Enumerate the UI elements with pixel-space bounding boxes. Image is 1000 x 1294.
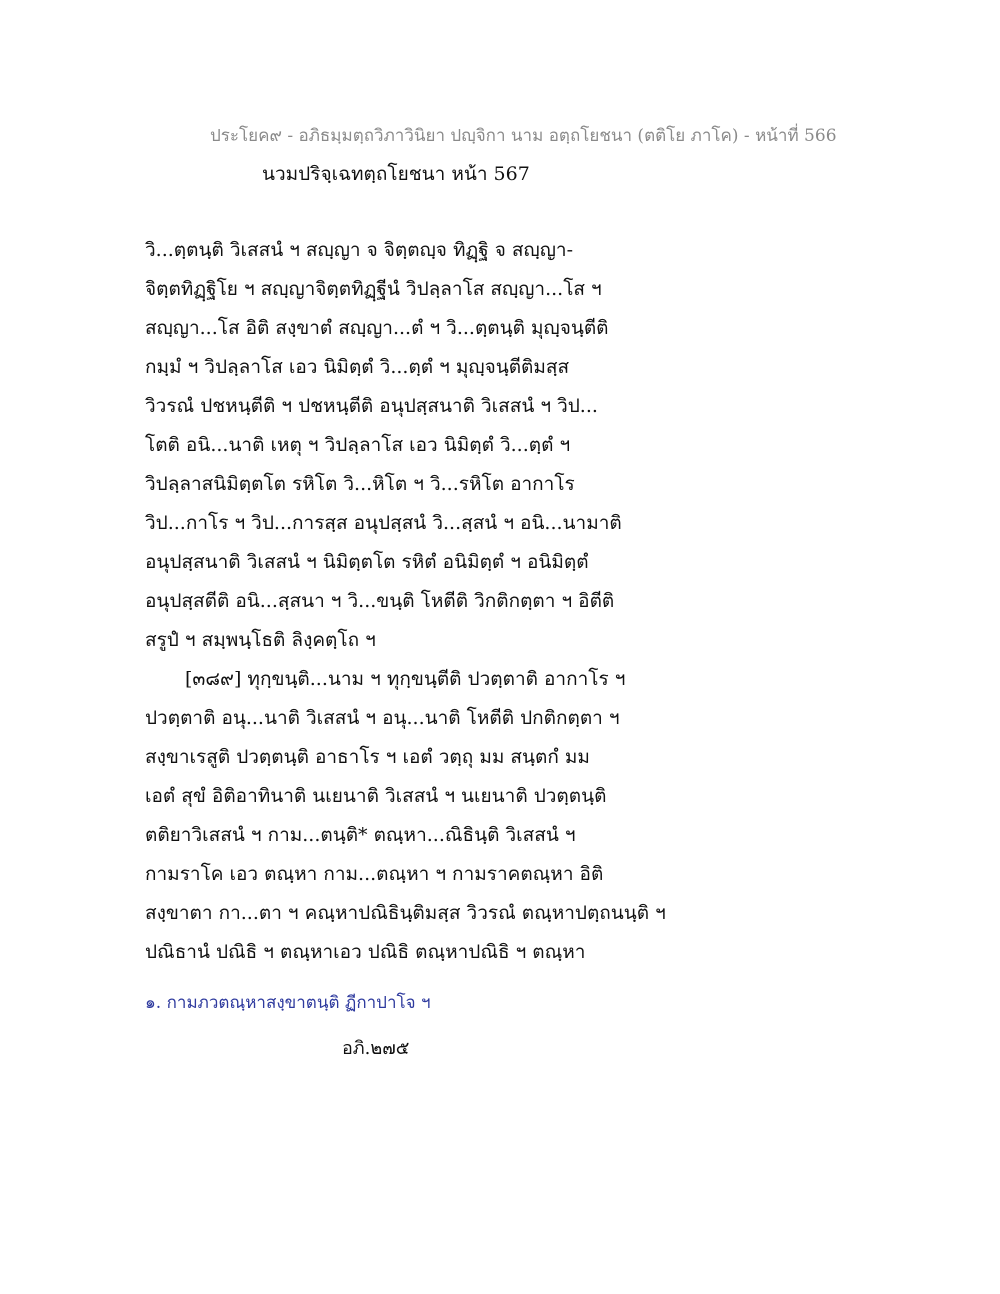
footnote: ๑. กามภวตณฺหาสงฺขาตนฺติ ฏีกาปาโจ ฯ xyxy=(145,993,431,1013)
text-line: กมฺมํ ฯ วิปลฺลาโส เอว นิมิตฺตํ วิ...ตฺตํ ฯ มุญฺจนฺตีติมสฺส xyxy=(145,356,570,378)
text-line: สงฺขาเรสูติ ปวตฺตนฺติ อาธาโร ฯ เอตํ วตฺถุ มม สนฺตกํ มม xyxy=(145,746,590,768)
text-line: วิวรณํ ปชหนฺตีติ ฯ ปชหนฺตีติ อนุปสฺสนาติ วิเสสนํ ฯ วิป... xyxy=(145,395,598,417)
paragraph-start-line: [๓๘๙] ทุกฺขนฺติ...นาม ฯ ทุกฺขนฺตีติ ปวตฺตาติ อากาโร ฯ xyxy=(185,668,626,690)
text-line: อนุปสฺสนาติ วิเสสนํ ฯ นิมิตฺตโต รหิตํ อนิมิตฺตํ ฯ อนิมิตฺตํ xyxy=(145,551,589,573)
text-line: โตติ อนิ...นาติ เหตุ ฯ วิปลฺลาโส เอว นิมิตฺตํ วิ...ตฺตํ ฯ xyxy=(145,434,571,456)
section-heading: นวมปริจฺเฉทตฺถโยชนา หน้า 567 xyxy=(262,163,530,185)
text-line: เอตํ สุขํ อิติอาทินาติ นเยนาติ วิเสสนํ ฯ นเยนาติ ปวตฺตนฺติ xyxy=(145,785,607,807)
text-line: วิ...ตฺตนฺติ วิเสสนํ ฯ สญฺญา จ จิตฺตญฺจ ทิฏฺฐิ จ สญฺญา- xyxy=(145,239,573,261)
page-reference: อภิ.๒๗๕ xyxy=(342,1038,410,1059)
text-line: ปวตฺตาติ อนุ...นาติ วิเสสนํ ฯ อนุ...นาติ โหตีติ ปกติกตฺตา ฯ xyxy=(145,707,620,729)
text-line: สญฺญา...โส อิติ สงฺขาตํ สญฺญา...ตํ ฯ วิ...ตฺตนฺติ มุญฺจนฺตีติ xyxy=(145,317,609,339)
body-text xyxy=(145,231,705,972)
text-line: สรูปํ ฯ สมฺพนฺโธติ ลิงฺคตฺโถ ฯ xyxy=(145,629,376,651)
text-line: จิตฺตทิฏฺฐิโย ฯ สญฺญาจิตฺตทิฏฺฐีนํ วิปลฺลาโส สญฺญา...โส ฯ xyxy=(145,278,602,300)
text-line: ตติยาวิเสสนํ ฯ กาม...ตนฺติ* ตณฺหา...ณิธินฺติ วิเสสนํ ฯ xyxy=(145,824,576,846)
text-line: ปณิธานํ ปณิธิ ฯ ตณฺหาเอว ปณิธิ ตณฺหาปณิธิ ฯ ตณฺหา xyxy=(145,941,586,963)
running-header: ประโยค๙ - อภิธมฺมตฺถวิภาวินิยา ปญฺจิกา นาม อตฺถโยชนา (ตติโย ภาโค) - หน้าที่ 566 xyxy=(210,126,837,146)
text-line: อนุปสฺสตีติ อนิ...สฺสนา ฯ วิ...ขนฺติ โหตีติ วิกติกตฺตา ฯ อิตีติ xyxy=(145,590,615,612)
text-line: สงฺขาตา กา...ตา ฯ คณฺหาปณิธินฺติมสฺส วิวรณํ ตณฺหาปตฺถนนฺติ ฯ xyxy=(145,902,666,924)
text-line: วิป...กาโร ฯ วิป...การสฺส อนุปสฺสนํ วิ...สฺสนํ ฯ อนิ...นามาติ xyxy=(145,512,622,534)
text-line: กามราโค เอว ตณฺหา กาม...ตณฺหา ฯ กามราคตณฺหา อิติ xyxy=(145,863,604,885)
text-line: วิปลฺลาสนิมิตฺตโต รหิโต วิ...หิโต ฯ วิ...รหิโต อากาโร xyxy=(145,473,575,495)
